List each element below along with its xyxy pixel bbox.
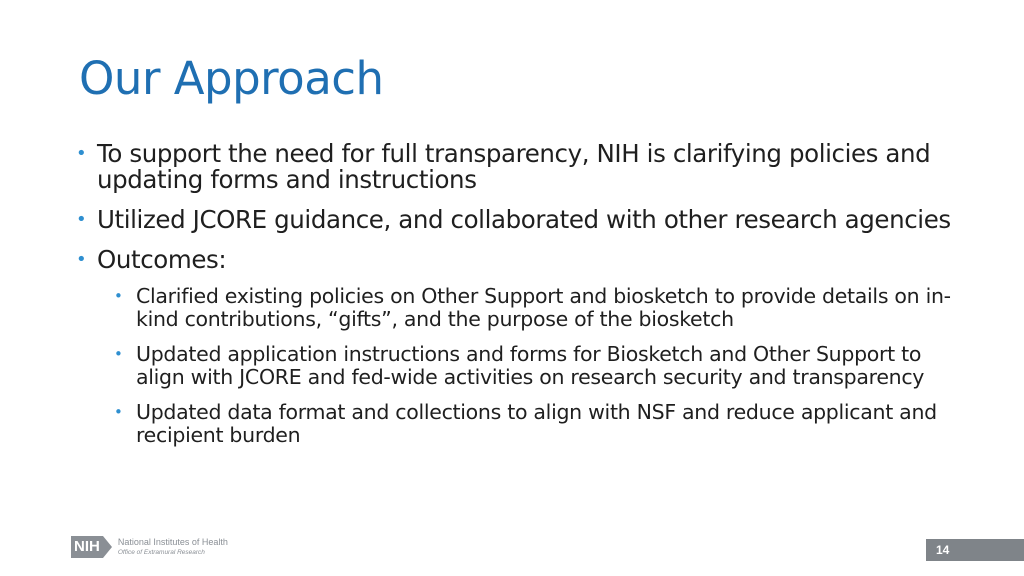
bullet-text: Outcomes:	[97, 245, 227, 274]
nih-logo-mark	[71, 536, 112, 558]
nih-logo-arrow-icon	[103, 536, 112, 558]
nih-logo-office: Office of Extramural Research	[117, 549, 205, 556]
sub-bullet-item	[70, 285, 970, 331]
sub-bullet-text: Updated data format and collections to align with NSF and reduce applicant and recipient burden	[136, 400, 937, 447]
sub-bullet-item	[70, 343, 970, 389]
bullet-dot-icon: •	[114, 345, 123, 363]
sub-bullet-text: Clarified existing policies on Other Support and biosketch to provide details on in-kind contributions, “gifts”, and the purpose of the biosketch	[136, 284, 951, 331]
bullet-dot-icon: •	[76, 209, 87, 230]
page-number-bar	[926, 539, 1024, 561]
nih-logo	[71, 533, 228, 561]
bullet-item	[70, 207, 970, 233]
nih-logo-names	[118, 537, 228, 557]
bullet-text: To support the need for full transparency, NIH is clarifying policies and updating forms and instructions	[97, 139, 931, 194]
bullet-dot-icon: •	[114, 403, 123, 421]
sub-bullet-text: Updated application instructions and forms for Biosketch and Other Support to align with JCORE and fed-wide activities on research security and transparency	[136, 342, 925, 389]
bullet-dot-icon: •	[114, 287, 123, 305]
bullet-text: Utilized JCORE guidance, and collaborated with other research agencies	[97, 205, 951, 234]
sub-bullet-list	[70, 285, 970, 447]
bullet-item	[70, 247, 970, 447]
page-number: 14	[936, 543, 950, 557]
bullet-item	[70, 141, 970, 193]
nih-logo-abbrev: NIH	[71, 536, 103, 558]
bullet-dot-icon: •	[76, 249, 87, 270]
sub-bullet-item	[70, 401, 970, 447]
slide-title: Our Approach	[79, 52, 384, 105]
bullet-list	[70, 141, 970, 461]
nih-logo-name: National Institutes of Health	[117, 537, 228, 547]
bullet-dot-icon: •	[76, 143, 87, 164]
